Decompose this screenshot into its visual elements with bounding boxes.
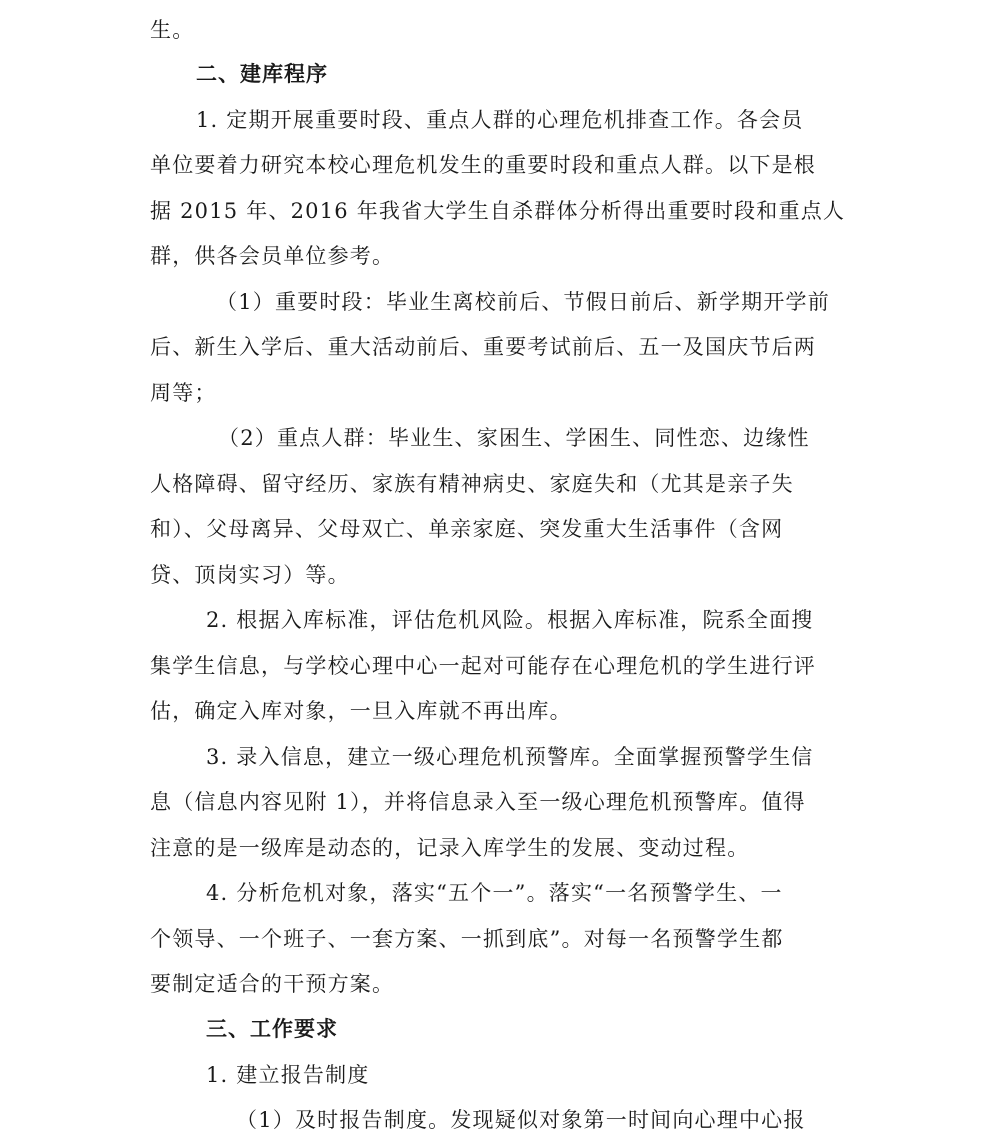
text-line: 周等；: [150, 381, 217, 405]
section-heading: 二、建库程序: [196, 62, 328, 86]
paragraph-start: （1）及时报告制度。发现疑似对象第一时间向心理中心报: [236, 1108, 806, 1132]
paragraph-start: 1. 定期开展重要时段、重点人群的心理危机排查工作。各会员: [196, 108, 804, 132]
subsection-heading: 1. 建立报告制度: [206, 1063, 370, 1087]
text-line: 生。: [150, 18, 195, 42]
text-line: 群，供各会员单位参考。: [150, 244, 395, 268]
text-line: 贷、顶岗实习）等。: [150, 563, 350, 587]
text-line: 注意的是一级库是动态的，记录入库学生的发展、变动过程。: [150, 836, 750, 860]
paragraph-start: （1）重要时段：毕业生离校前后、节假日前后、新学期开学前: [216, 290, 830, 314]
paragraph-start: 4. 分析危机对象，落实“五个一”。落实“一名预警学生、一: [206, 881, 783, 905]
text-line: 估，确定入库对象，一旦入库就不再出库。: [150, 699, 572, 723]
text-line: 集学生信息，与学校心理中心一起对可能存在心理危机的学生进行评: [150, 654, 816, 678]
text-line: 息（信息内容见附 1），并将信息录入至一级心理危机预警库。值得: [150, 790, 806, 814]
paragraph-start: （2）重点人群：毕业生、家困生、学困生、同性恋、边缘性: [218, 426, 810, 450]
text-line: 和）、父母离异、父母双亡、单亲家庭、突发重大生活事件（含网: [150, 517, 784, 541]
section-heading: 三、工作要求: [206, 1017, 338, 1041]
paragraph-start: 2. 根据入库标准，评估危机风险。根据入库标准，院系全面搜: [206, 608, 814, 632]
paragraph-start: 3. 录入信息，建立一级心理危机预警库。全面掌握预警学生信: [206, 745, 814, 769]
text-line: 人格障碍、留守经历、家族有精神病史、家庭失和（尤其是亲子失: [150, 472, 794, 496]
text-line: 要制定适合的干预方案。: [150, 972, 395, 996]
text-line: 个领导、一个班子、一套方案、一抓到底”。对每一名预警学生都: [150, 927, 784, 951]
text-line: 单位要着力研究本校心理危机发生的重要时段和重点人群。以下是根: [150, 153, 816, 177]
text-line: 后、新生入学后、重大活动前后、重要考试前后、五一及国庆节后两: [150, 335, 816, 359]
text-line: 据 2015 年、2016 年我省大学生自杀群体分析得出重要时段和重点人: [150, 199, 846, 223]
